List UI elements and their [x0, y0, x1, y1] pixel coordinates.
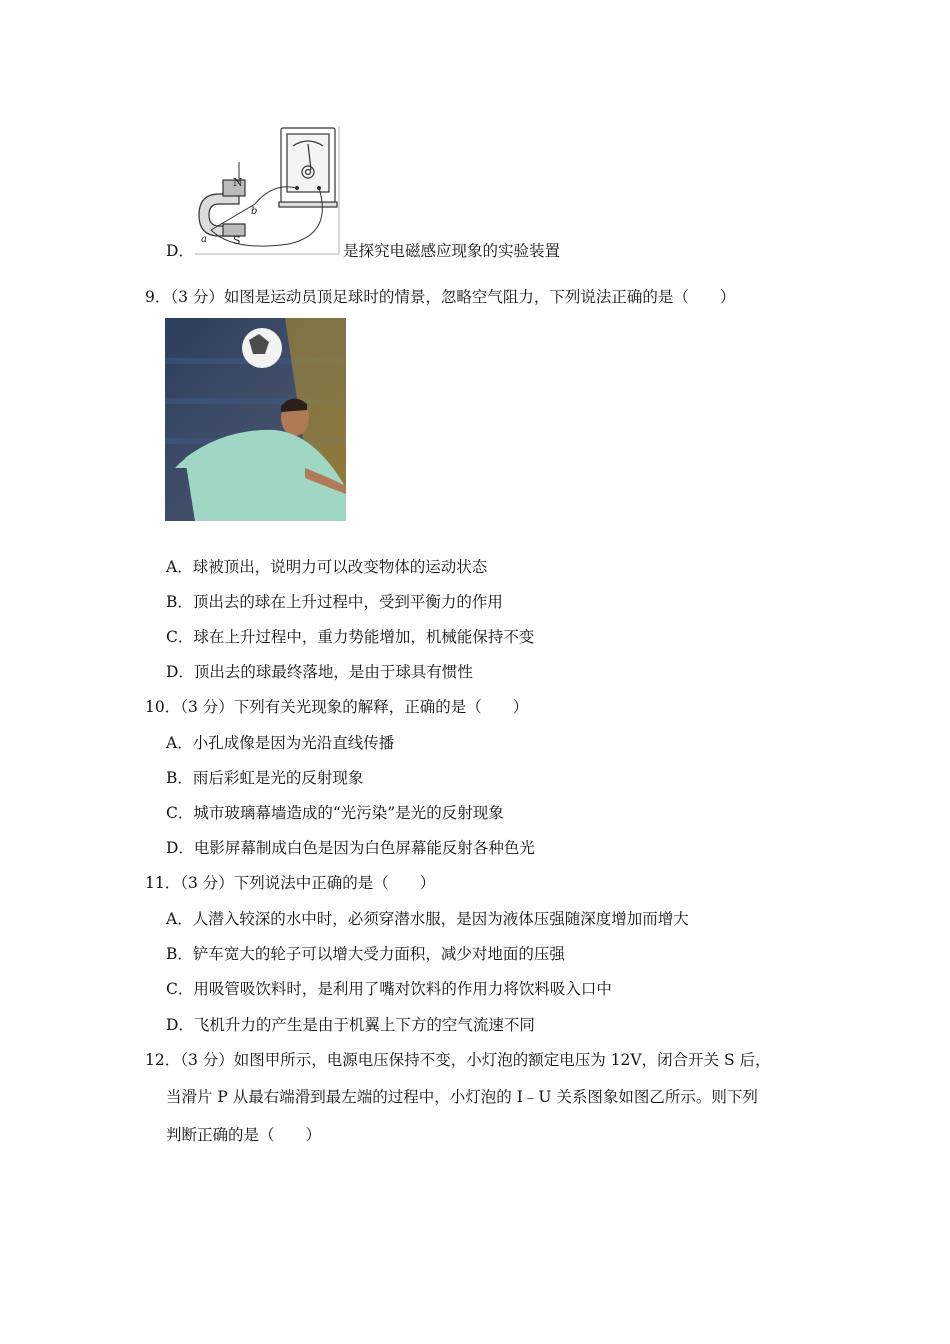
q12-stem-line1: 12．（3 分）如图甲所示，电源电压保持不变，小灯泡的额定电压为 12V，闭合开关 S 后，: [145, 1051, 771, 1069]
q10-option-c: C．城市玻璃幕墙造成的“光污染”是光的反射现象: [166, 804, 504, 822]
q9-option-d: D．顶出去的球最终落地，是由于球具有惯性: [166, 663, 473, 681]
q11-option-b: B．铲车宽大的轮子可以增大受力面积，减少对地面的压强: [166, 945, 565, 963]
q8-option-d-text: 是探究电磁感应现象的实验装置: [343, 242, 561, 260]
q10-option-b: B．雨后彩虹是光的反射现象: [166, 769, 364, 787]
wire-end-b-label: b: [251, 206, 258, 217]
q9-stem: 9．（3 分）如图是运动员顶足球时的情景，忽略空气阻力，下列说法正确的是（ ）: [145, 288, 736, 306]
footballer-heading-photo: [165, 318, 346, 521]
q12-stem-line2: 当滑片 P 从最右端滑到最左端的过程中，小灯泡的 I﹣U 关系图象如图乙所示。则下列: [166, 1088, 758, 1106]
q10-stem: 10．（3 分）下列有关光现象的解释，正确的是（ ）: [145, 698, 529, 716]
q8-option-d-label: D．: [166, 242, 194, 260]
electromagnetic-induction-figure: [193, 122, 343, 256]
q11-option-c: C．用吸管吸饮料时，是利用了嘴对饮料的作用力将饮料吸入口中: [166, 980, 612, 998]
q12-stem-line3: 判断正确的是（ ）: [166, 1126, 322, 1144]
q10-option-d: D．电影屏幕制成白色是因为白色屏幕能反射各种色光: [166, 839, 535, 857]
q11-option-d: D．飞机升力的产生是由于机翼上下方的空气流速不同: [166, 1016, 535, 1034]
q11-option-a: A．人潜入较深的水中时，必须穿潜水服，是因为液体压强随深度增加而增大: [166, 910, 689, 928]
q9-option-b: B．顶出去的球在上升过程中，受到平衡力的作用: [166, 593, 503, 611]
q10-option-a: A．小孔成像是因为光沿直线传播: [166, 734, 395, 752]
q9-option-a: A．球被顶出，说明力可以改变物体的运动状态: [166, 558, 488, 576]
magnet-north-label: N: [233, 176, 243, 189]
magnet-south-label: S: [233, 234, 241, 247]
galvanometer-icon: [279, 128, 337, 207]
q9-option-c: C．球在上升过程中，重力势能增加，机械能保持不变: [166, 628, 535, 646]
wire-end-a-label: a: [201, 234, 207, 245]
q11-stem: 11．（3 分）下列说法中正确的是（ ）: [145, 874, 436, 892]
